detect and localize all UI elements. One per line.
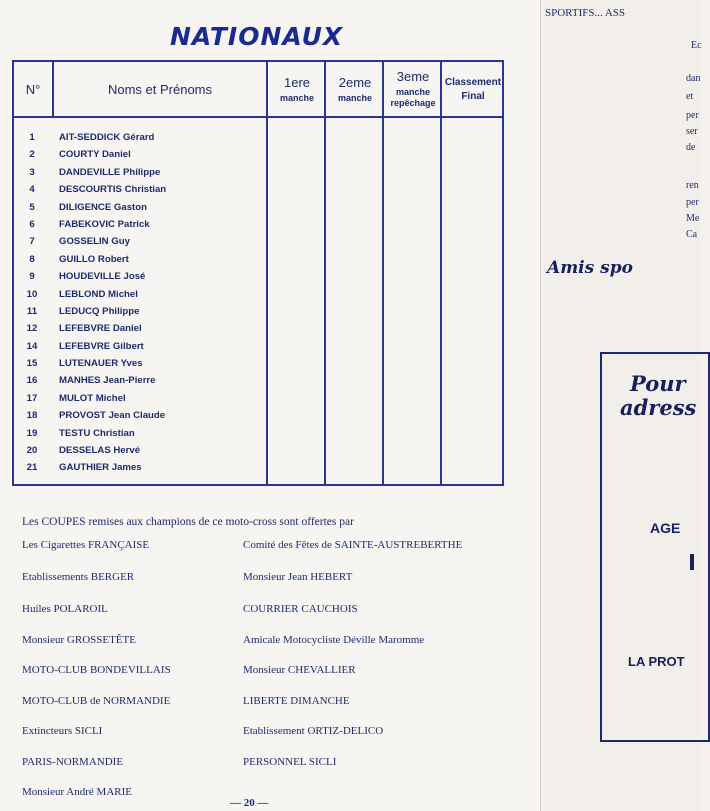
table-row — [14, 428, 502, 445]
table-row — [14, 341, 502, 358]
table-row — [14, 184, 502, 201]
text-fragment: Ca — [686, 229, 698, 240]
table-header — [14, 62, 502, 118]
table-row — [14, 393, 502, 410]
cup-sponsor: Monsieur André MARIE — [22, 786, 132, 798]
cup-sponsor: Monsieur GROSSETÊTE — [22, 634, 136, 646]
table-row — [14, 132, 502, 149]
cups-intro: Les COUPES remises aux champions de ce moto-cross sont offertes par — [22, 516, 354, 528]
table-row — [14, 306, 502, 323]
table-row — [14, 462, 502, 479]
results-table — [12, 60, 504, 486]
table-row — [14, 323, 502, 340]
rider-number: 1 — [29, 132, 35, 143]
rider-name: LEFEBVRE Daniel — [59, 323, 142, 335]
text-fragment: ren — [686, 180, 699, 191]
rider-number: 15 — [26, 358, 38, 370]
table-row — [14, 254, 502, 271]
table-row — [14, 289, 502, 306]
ad-protection-text: LA PROT — [628, 654, 685, 669]
rider-name: COURTY Daniel — [59, 149, 131, 161]
cup-sponsor: Monsieur CHEVALLIER — [243, 664, 356, 676]
header-names: Noms et Prénoms — [107, 81, 213, 97]
rider-name: GUILLO Robert — [59, 253, 129, 265]
rider-name: DILIGENCE Gaston — [59, 201, 147, 213]
table-row — [14, 219, 502, 236]
cup-sponsor: Amicale Motocycliste Déville Maromme — [243, 634, 425, 646]
rider-name: LEDUCQ Philippe — [59, 305, 140, 317]
table-row — [14, 271, 502, 288]
cup-sponsor: Huiles POLAROIL — [22, 603, 108, 615]
rider-name: LUTENAUER Yves — [59, 358, 143, 370]
cup-sponsor: Monsieur Jean HEBERT — [243, 571, 353, 583]
rider-number: 19 — [26, 427, 38, 439]
text-fragment: per — [686, 197, 699, 208]
rider-number: 11 — [26, 305, 38, 317]
table-row — [14, 149, 502, 166]
rider-number: 21 — [26, 462, 38, 474]
text-fragment: Me — [686, 213, 700, 224]
text-fragment: de — [686, 142, 696, 153]
right-page-header: SPORTIFS... ASS — [545, 7, 626, 19]
page-number: — 20 — — [230, 797, 269, 809]
text-fragment: per — [686, 110, 699, 121]
rider-number: 7 — [29, 236, 35, 248]
table-row — [14, 410, 502, 427]
rider-name: DESSELAS Hervé — [59, 445, 141, 457]
rider-name: DESCOURTIS Christian — [59, 184, 167, 196]
rider-name: LEFEBVRE Gilbert — [59, 340, 144, 352]
table-row — [14, 202, 502, 219]
table-row — [14, 167, 502, 184]
rider-name: FABEKOVIC Patrick — [59, 218, 150, 230]
column-divider — [52, 62, 54, 118]
text-fragment: ser — [686, 126, 698, 137]
rider-name: PROVOST Jean Claude — [59, 410, 166, 422]
rider-name: HOUDEVILLE José — [59, 271, 146, 283]
rider-number: 16 — [26, 375, 38, 387]
text-fragment: et — [686, 91, 694, 102]
ad-pour-text: Pour adress — [620, 371, 697, 420]
rider-list — [14, 132, 502, 480]
rider-number: 14 — [26, 340, 38, 352]
cup-sponsor: COURRIER CAUCHOIS — [243, 603, 358, 615]
rider-name: GAUTHIER James — [59, 462, 142, 474]
text-fragment: Ec — [691, 40, 702, 51]
rider-number: 17 — [26, 392, 38, 404]
rider-name: TESTU Christian — [59, 427, 135, 439]
header-round-2: 2eme manche — [337, 74, 372, 103]
rider-number: 6 — [29, 218, 35, 230]
ad-agency-text: AGE — [650, 520, 681, 536]
cup-sponsor: PERSONNEL SICLI — [243, 756, 337, 768]
rider-number: 18 — [26, 410, 38, 422]
rider-number: 12 — [26, 323, 38, 335]
cup-sponsor: Extincteurs SICLI — [22, 725, 103, 737]
cup-sponsor: Les Cigarettes FRANÇAISE — [22, 539, 150, 551]
rider-number: 3 — [29, 166, 35, 178]
table-row — [14, 445, 502, 462]
rider-number: 5 — [29, 201, 35, 213]
rider-name: GOSSELIN Guy — [59, 236, 130, 248]
rider-name: LEBLOND Michel — [59, 288, 138, 300]
rider-name: DANDEVILLE Philippe — [59, 166, 161, 178]
cup-sponsor: MOTO-CLUB BONDEVILLAIS — [22, 664, 171, 676]
cup-sponsor: Comité des Fêtes de SAINTE-AUSTREBERTHE — [243, 539, 463, 551]
header-number: N° — [25, 81, 41, 97]
page-title: NATIONAUX — [170, 22, 344, 51]
header-final-ranking: Classement Final — [444, 76, 502, 102]
cup-sponsor: LIBERTE DIMANCHE — [243, 695, 350, 707]
rider-name: AIT-SEDDICK Gérard — [59, 132, 155, 143]
rider-number: 8 — [29, 253, 35, 265]
header-round-3: 3eme manche repêchage — [390, 69, 436, 108]
cup-sponsor: PARIS-NORMANDIE — [22, 756, 124, 768]
ad-bar — [690, 554, 694, 570]
rider-number: 2 — [29, 149, 35, 161]
amis-heading: Amis spo — [547, 258, 633, 278]
rider-number: 9 — [29, 271, 35, 283]
header-round-1: 1ere manche — [279, 74, 314, 103]
cup-sponsor: Etablissements BERGER — [22, 571, 135, 583]
table-row — [14, 358, 502, 375]
rider-number: 20 — [26, 445, 38, 457]
rider-number: 4 — [29, 184, 35, 196]
rider-name: MULOT Michel — [59, 392, 126, 404]
rider-number: 10 — [26, 288, 38, 300]
cup-sponsor: Etablissement ORTIZ-DELICO — [243, 725, 384, 737]
table-row — [14, 375, 502, 392]
text-fragment: dan — [686, 73, 701, 84]
cup-sponsor: MOTO-CLUB de NORMANDIE — [22, 695, 171, 707]
rider-name: MANHES Jean-Pierre — [59, 375, 156, 387]
table-row — [14, 236, 502, 253]
